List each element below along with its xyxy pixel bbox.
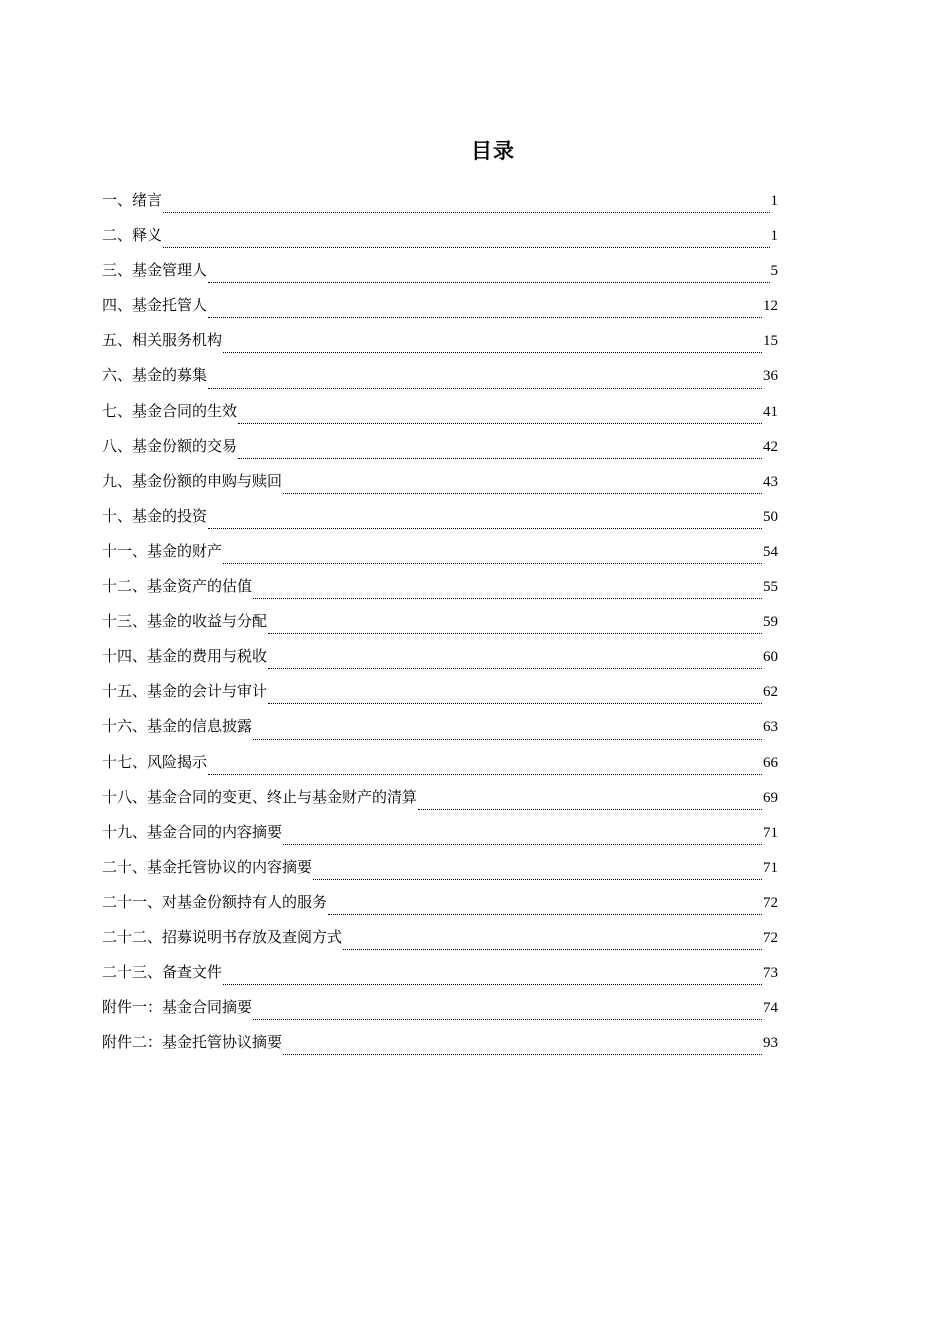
toc-dot-leader (328, 913, 762, 915)
toc-entry[interactable] (102, 362, 778, 397)
toc-entry-page: 55 (763, 579, 778, 596)
toc-entry-label: 九、基金份额的申购与赎回 (102, 471, 283, 490)
toc-entry-label: 一、绪言 (102, 191, 163, 209)
toc-entry-label: 二十三、备查文件 (102, 963, 223, 982)
toc-dot-leader (268, 632, 762, 634)
toc-entry[interactable] (102, 889, 778, 924)
toc-entry[interactable] (102, 678, 778, 713)
toc-entry-page: 54 (763, 543, 778, 560)
toc-dot-leader (163, 211, 769, 213)
toc-entry[interactable] (102, 819, 778, 854)
toc-dot-leader (208, 387, 762, 389)
toc-entry-label: 五、相关服务机构 (102, 331, 223, 350)
toc-dot-leader (283, 843, 762, 845)
toc-entry-page: 1 (770, 228, 778, 245)
toc-dot-leader (418, 808, 762, 810)
toc-entry-label: 附件一：基金合同摘要 (102, 998, 253, 1017)
toc-entry-label: 十三、基金的收益与分配 (102, 612, 268, 631)
toc-entry-page: 12 (763, 298, 778, 315)
toc-entry-page: 60 (763, 649, 778, 666)
toc-dot-leader (163, 246, 769, 248)
toc-entry-label: 十、基金的投资 (102, 506, 208, 525)
toc-entry-label: 八、基金份额的交易 (102, 436, 238, 455)
toc-entry-label: 六、基金的募集 (102, 366, 208, 385)
toc-entry[interactable] (102, 784, 778, 819)
toc-entry-label: 十四、基金的费用与税收 (102, 647, 268, 666)
toc-entry-label: 三、基金管理人 (102, 261, 208, 280)
toc-entry-page: 69 (763, 789, 778, 806)
toc-entry[interactable] (102, 257, 778, 292)
toc-entry[interactable] (102, 643, 778, 678)
toc-entry[interactable] (102, 398, 778, 433)
toc-entry[interactable] (102, 608, 778, 643)
toc-entry[interactable] (102, 713, 778, 748)
toc-entry-label: 二十二、招募说明书存放及查阅方式 (102, 927, 343, 946)
toc-entry-page: 73 (763, 965, 778, 982)
toc-dot-leader (268, 702, 762, 704)
toc-entry-page: 72 (763, 894, 778, 911)
toc-dot-leader (238, 457, 762, 459)
toc-dot-leader (283, 1053, 762, 1055)
toc-dot-leader (208, 316, 762, 318)
toc-entry[interactable] (102, 1029, 778, 1064)
toc-entry-label: 十六、基金的信息披露 (102, 717, 253, 736)
toc-dot-leader (253, 597, 762, 599)
toc-entry-label: 十九、基金合同的内容摘要 (102, 822, 283, 841)
toc-dot-leader (283, 492, 762, 494)
toc-entry[interactable] (102, 503, 778, 538)
toc-entry[interactable] (102, 959, 778, 994)
toc-entry[interactable] (102, 327, 778, 362)
toc-dot-leader (223, 351, 762, 353)
toc-entry-page: 15 (763, 333, 778, 350)
toc-dot-leader (313, 878, 762, 880)
toc-entry-label: 十一、基金的财产 (102, 541, 223, 560)
toc-entry-label: 十二、基金资产的估值 (102, 577, 253, 596)
toc-entry-label: 十五、基金的会计与审计 (102, 682, 268, 701)
toc-entry[interactable] (102, 749, 778, 784)
toc-entry-label: 四、基金托管人 (102, 296, 208, 315)
toc-dot-leader (208, 773, 762, 775)
toc-entry-page: 5 (770, 263, 778, 280)
toc-entry-page: 59 (763, 614, 778, 631)
toc-entry-label: 二、释义 (102, 226, 163, 245)
toc-entry-label: 二十、基金托管协议的内容摘要 (102, 857, 313, 876)
toc-entry[interactable] (102, 538, 778, 573)
toc-dot-leader (343, 948, 762, 950)
toc-entry-label: 二十一、对基金份额持有人的服务 (102, 892, 328, 911)
toc-entry-page: 93 (763, 1035, 778, 1052)
toc-entry[interactable] (102, 924, 778, 959)
toc-entry-label: 十七、风险揭示 (102, 752, 208, 771)
toc-entry-label: 七、基金合同的生效 (102, 401, 238, 420)
toc-entry-page: 63 (763, 719, 778, 736)
toc-entry-page: 66 (763, 754, 778, 771)
toc-dot-leader (223, 562, 762, 564)
toc-dot-leader (238, 422, 762, 424)
toc-entry-page: 50 (763, 508, 778, 525)
toc-entry-page: 62 (763, 684, 778, 701)
toc-entry[interactable] (102, 292, 778, 327)
toc-entry[interactable] (102, 468, 778, 503)
toc-entry[interactable] (102, 854, 778, 889)
toc-dot-leader (223, 983, 762, 985)
toc-entry-page: 41 (763, 403, 778, 420)
toc-entry-page: 71 (763, 859, 778, 876)
toc-dot-leader (253, 1018, 762, 1020)
toc-list (102, 187, 778, 1064)
toc-entry-page: 74 (763, 1000, 778, 1017)
toc-dot-leader (253, 738, 762, 740)
toc-entry-page: 43 (763, 473, 778, 490)
toc-dot-leader (268, 667, 762, 669)
toc-entry[interactable] (102, 187, 778, 222)
toc-entry-label: 十八、基金合同的变更、终止与基金财产的清算 (102, 787, 418, 806)
toc-entry[interactable] (102, 994, 778, 1029)
toc-dot-leader (208, 527, 762, 529)
toc-dot-leader (208, 281, 769, 283)
toc-entry-page: 42 (763, 438, 778, 455)
toc-entry[interactable] (102, 222, 778, 257)
toc-entry-page: 71 (763, 824, 778, 841)
toc-entry-label: 附件二：基金托管协议摘要 (102, 1033, 283, 1052)
toc-entry-page: 1 (770, 193, 778, 209)
toc-entry-page: 36 (763, 368, 778, 385)
toc-entry-page: 72 (763, 929, 778, 946)
toc-entry[interactable] (102, 573, 778, 608)
toc-title: 目录 (471, 139, 515, 163)
toc-entry[interactable] (102, 433, 778, 468)
